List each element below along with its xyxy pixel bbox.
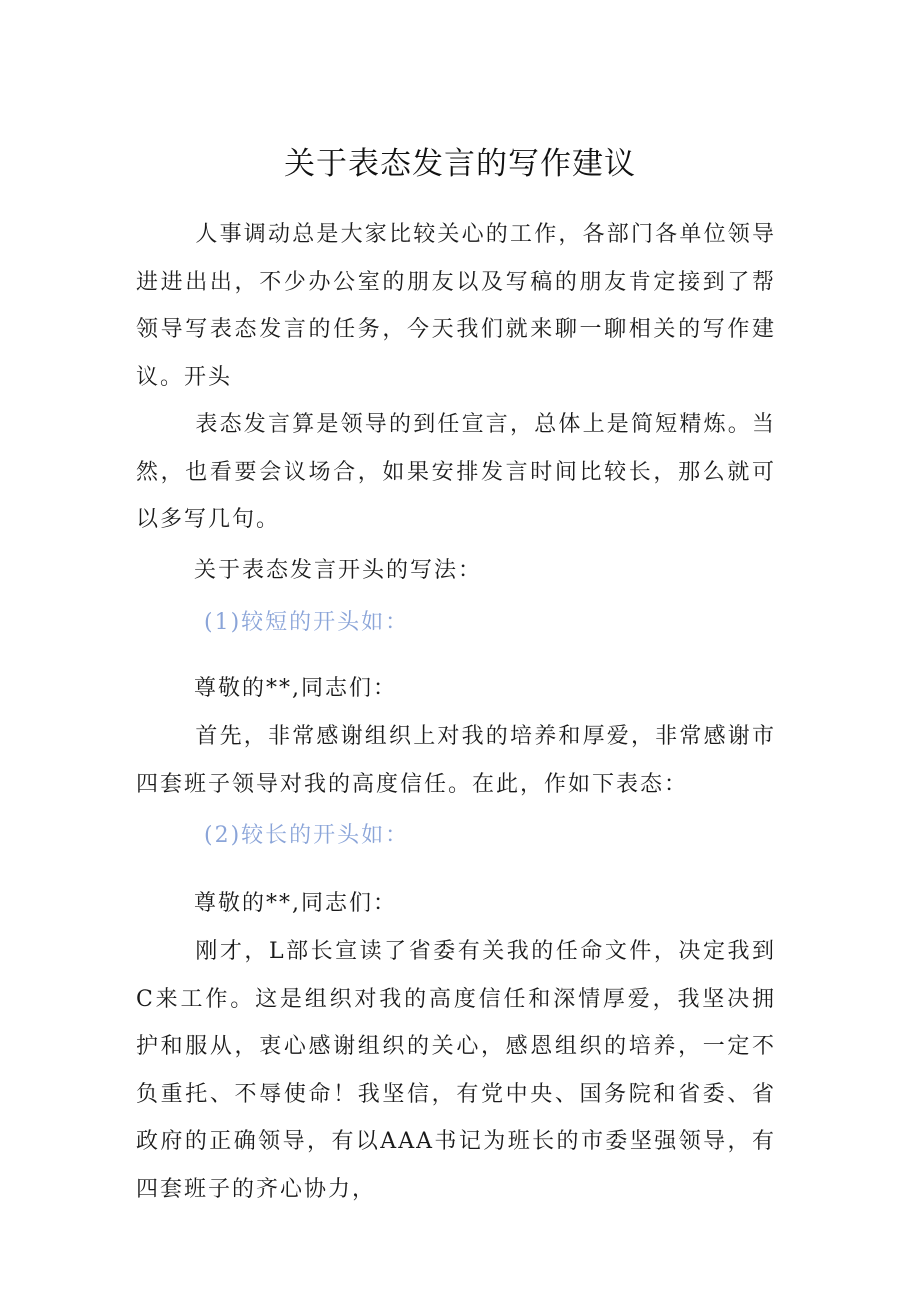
intro-paragraph: 人事调动总是大家比较关心的工作，各部门各单位领导进进出出，不少办公室的朋友以及写稿的朋友肯定接到了帮领导写表态发言的任务，今天我们就来聊一聊相关的写作建议。开头 [136, 222, 776, 390]
opening-intro-line: 关于表态发言开头的写法： [194, 558, 483, 583]
document-title: 关于表态发言的写作建议 [284, 146, 636, 182]
salutation-long: 尊敬的**,同志们： [194, 891, 397, 916]
explain-paragraph: 表态发言算是领导的到任宣言，总体上是简短精炼。当然，也看要会议场合，如果安排发言时间比较长，那么就可以多写几句。 [136, 412, 776, 532]
long-opening-body: 刚才，L部长宣读了省委有关我的任命文件，决定我到C来工作。这是组织对我的高度信任和深情厚爱，我坚决拥护和服从，衷心感谢组织的关心，感恩组织的培养，一定不负重托、不辱使命！我坚信，有党中央、国务院和省委、省政府的正确领导，有以AAA书记为班长的市委坚强领导，有四套班子的齐心协力， [136, 939, 776, 1202]
long-opening-heading: (2)较长的开头如： [204, 823, 410, 848]
short-opening-heading: (1)较短的开头如： [204, 610, 410, 635]
short-opening-body: 首先，非常感谢组织上对我的培养和厚爱，非常感谢市四套班子领导对我的高度信任。在此，作如下表态： [136, 724, 776, 797]
salutation-short: 尊敬的**,同志们： [194, 676, 397, 701]
